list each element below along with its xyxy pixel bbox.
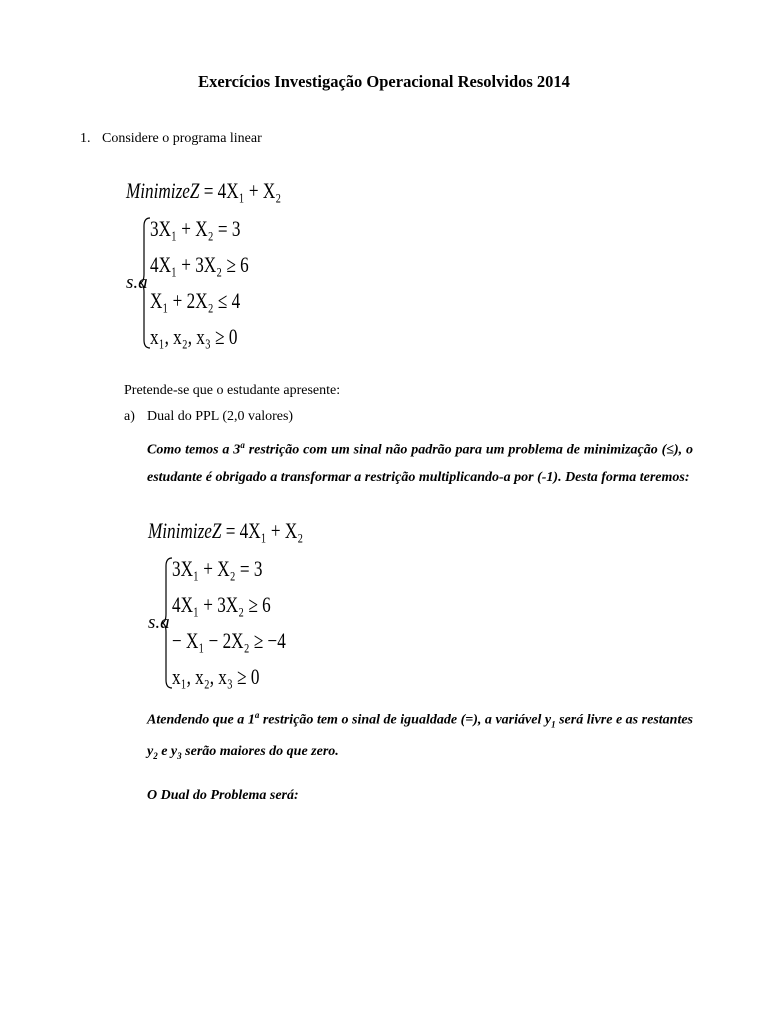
subscript: 1	[551, 719, 556, 730]
subject-to-label: s.a	[126, 272, 148, 293]
objective-label: MinimizeZ	[126, 178, 200, 203]
objective-function	[126, 180, 281, 202]
constraint-3: X₁ + 2X₂ ≤ 4	[150, 288, 241, 313]
text-run: será livre e as restantes y	[147, 712, 693, 760]
objective-expression: = 4X₁ + X₂	[203, 178, 282, 203]
text-run: Atendendo que a 1	[147, 712, 255, 728]
text-run: restrição tem o sinal de igualdade (=), a variável y	[259, 712, 552, 728]
constraint-nonnegativity: x₁, x₂, x₃ ≥ 0	[172, 664, 260, 689]
subject-to-label: s.a	[148, 612, 170, 633]
constraint-2: 4X₁ + 3X₂ ≥ 6	[172, 592, 271, 617]
subitem-a-label: a)	[124, 409, 135, 424]
intro-text: Pretende-se que o estudante apresente:	[124, 383, 341, 398]
text-run: restrição com um sinal não padrão para um problema de minimização (≤), o estudante é obrigado a transformar a restrição multiplicando-a por (-1). Desta forma teremos:	[147, 442, 694, 485]
explanation-paragraph-1	[147, 432, 693, 491]
dual-heading: O Dual do Problema será:	[147, 788, 299, 803]
objective-function	[148, 520, 303, 542]
objective-label: MinimizeZ	[148, 518, 222, 543]
subscript: 2	[153, 751, 158, 762]
item-text: Considere o programa linear	[102, 131, 262, 146]
constraint-2: 4X₁ + 3X₂ ≥ 6	[150, 252, 249, 277]
explanation-paragraph-2	[147, 702, 693, 770]
constraint-1: 3X₁ + X₂ = 3	[172, 556, 263, 581]
text-run: serão maiores do que zero.	[181, 744, 339, 760]
text-run: Como temos a 3	[147, 442, 241, 458]
constraint-nonnegativity: x₁, x₂, x₃ ≥ 0	[150, 324, 238, 349]
superscript: a	[240, 440, 245, 450]
subitem-a-text: Dual do PPL (2,0 valores)	[147, 409, 294, 424]
constraint-3: − X₁ − 2X₂ ≥ −4	[172, 628, 286, 653]
subscript: 3	[177, 751, 182, 762]
superscript: a	[254, 710, 260, 720]
item-number: 1.	[80, 131, 91, 146]
objective-expression: = 4X₁ + X₂	[225, 518, 304, 543]
text-run: e y	[157, 744, 178, 760]
document-title: Exercícios Investigação Operacional Resolvidos 2014	[198, 72, 570, 91]
constraint-1: 3X₁ + X₂ = 3	[150, 216, 241, 241]
